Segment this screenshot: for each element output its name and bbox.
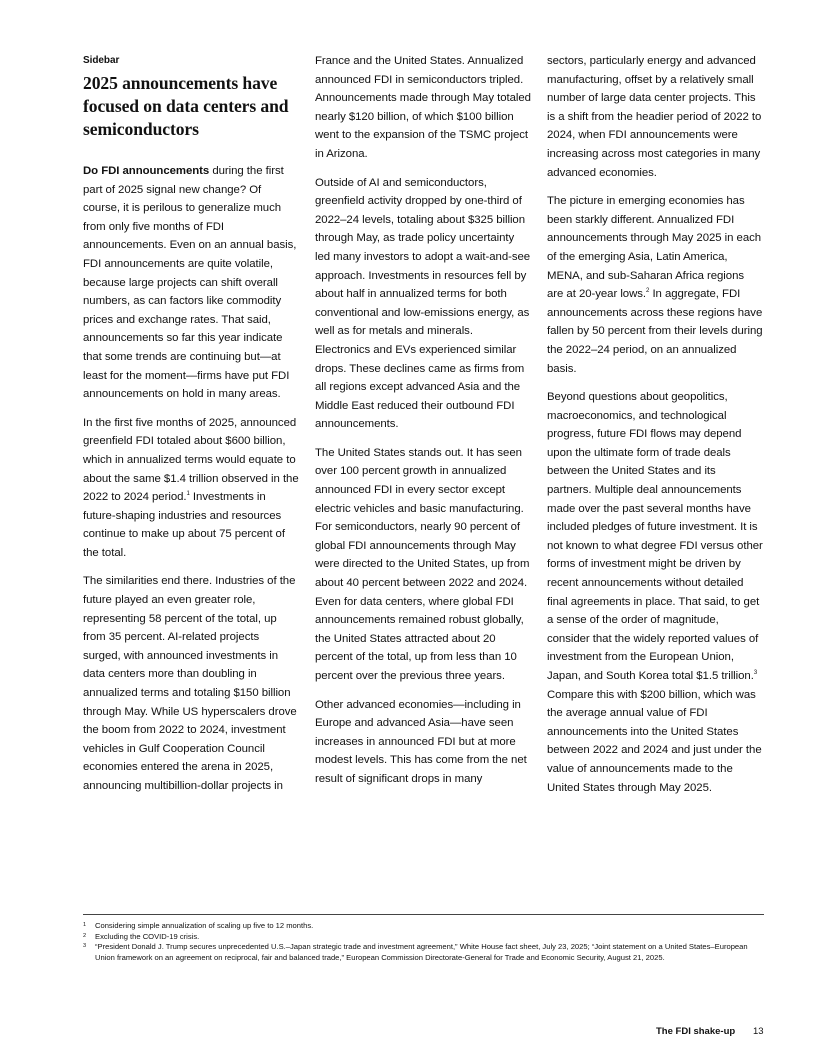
paragraph-2-text-a: In the first five months of 2025, announced greenfield FDI totaled about $600 billion, which in annualized terms would equate to about the same $1.4 trillion observed in the 2022 to 2024 period. [83,416,299,504]
paragraph-6-end: sectors, particularly energy and advanced manufacturing, offset by a relatively small number of large data center projects. This is a shift from the headier period of 2022 to 2024, when FDI announcements were increasing across most categories in many advanced economies. [547,55,762,179]
footnote-text: Excluding the COVID-19 crisis. [95,931,200,941]
footnote [83,942,764,963]
paragraph-1-lead: Do FDI announcements [83,165,210,177]
footnote [83,921,764,932]
page-number: 13 [753,1026,764,1037]
column-3 [547,52,763,807]
paragraph-5: The United States stands out. It has seen over 100 percent growth in annualized announced FDI in every sector except electric vehicles and basic manufacturing. For semiconductors, nearly 90 percent of global FDI announcements through May were directed to the United States, up from about 40 percent between 2022 and 2024. Even for data centers, where global FDI announcements remained robust globally, the United States attracted about 20 percent of the total, up from less than 10 percent over the previous three years. [315,446,530,682]
footnote-number: 2 [83,932,87,939]
paragraph-8-text-b: Compare this with $200 billion, which was the average annual value of FDI announcements into the United States between 2022 and 2024 and just under the value of announcements made to the United States through May 2025. [547,688,762,794]
paragraph-4: Outside of AI and semiconductors, greenfield activity dropped by one-third of 2022–24 levels, totaling about $325 billion through May, as trade policy uncertainty led many investors to adopt a wait-and-see approach. Investments in resources fell by about half in annualized terms for both conventional and low-emissions energy, as well as for metals and minerals. Electronics and EVs experienced similar drops. These declines came as firms from all regions except advanced Asia and the Middle East reduced their outbound FDI announcements. [315,176,531,431]
footnote-text: “President Donald J. Trump secures unprecedented U.S.–Japan strategic trade and investment agreement,” White House fact sheet, July 23, 2025; “Joint statement on a United States–European Union framework on an agreement on reciprocal, fair and balanced trade,” European Commission Directorate-General for Trade and Economic Security, August 21, 2025. [95,942,748,962]
paragraph-7-text-a: The picture in emerging economies has been starkly different. Annualized FDI announcements through May 2025 in each of the emerging Asia, Latin America, MENA, and sub-Saharan Africa regions are at 20-year lows. [547,195,762,301]
paragraph-2 [83,414,299,563]
paragraph-6-start: Other advanced economies—including in Europe and advanced Asia—have seen increases in announced FDI but at more modest levels. This has come from the net result of significant drops in many [315,698,527,785]
footnote-number: 1 [83,922,87,928]
column-1 [83,52,299,806]
paragraph-3-start: The similarities end there. Industries of the future played an even greater role, representing 58 percent of the total, up from 35 percent. AI-related projects surged, with announced investments in data centers more than doubling in annualized terms and totaling $150 billion through May. While US hyperscalers drove the boom from 2022 to 2024, investment vehicles in Gulf Cooperation Council economies entered the arena in 2025, announcing multibillion-dollar projects in [83,575,297,792]
footnote [83,932,764,943]
paragraph-1-text: during the first part of 2025 signal new change? Of course, it is perilous to generalize much from only five months of FDI announcements. Even on an annual basis, FDI announcements are quite volatile, because large projects can shift overall numbers, as can factors like commodity prices and exchange rates. That said, announcements so far this year indicate that some trends are continuing but—at least for the moment—firms have put FDI announcements on hold in many areas. [83,165,297,401]
paragraph-8-text-a: Beyond questions about geopolitics, macroeconomics, and technological progress, future FDI flows may depend upon the ultimate form of trade deals between the United States and its partners. Multiple deal announcements made over the past several months have included pledges of future investment. It is not known to what degree FDI versus other forms of investment might be driven by recent announcements without detailed final agreements in place. That said, to get a sense of the order of magnitude, consider that the widely reported values of investment from the European Union, Japan, and South Korea total $1.5 trillion. [547,391,763,682]
footnote-ref-2[interactable]: 2 [646,288,650,295]
paragraph-3-end: France and the United States. Annualized announced FDI in semiconductors tripled. Announcements made through May totaled nearly $120 billion, of which $100 billion went to the expansion of the TSMC project in Arizona. [315,55,531,160]
sidebar-title: 2025 announcements have focused on data centers and semiconductors [83,73,289,139]
footnotes [83,914,764,963]
footnote-ref-1[interactable]: 1 [186,491,190,498]
paragraph-7-text-b: In aggregate, FDI announcements across these regions have fallen by 50 percent from their levels during the 2022–24 period, on an annualized basis. [547,288,763,375]
footer-report-title: The FDI shake-up [656,1026,736,1037]
column-2 [315,52,531,799]
footnote-text: Considering simple annualization of scaling up five to 12 months. [95,921,314,930]
sidebar-label: Sidebar [83,55,120,66]
paragraph-2-text-b: Investments in future-shaping industries and resources continue to make up about 75 percent of the total. [83,491,285,559]
paragraph-8 [547,388,763,797]
paragraph-1 [83,162,299,404]
footnote-ref-3[interactable]: 3 [753,670,758,677]
footnote-number: 3 [83,943,87,950]
paragraph-7 [547,192,763,378]
